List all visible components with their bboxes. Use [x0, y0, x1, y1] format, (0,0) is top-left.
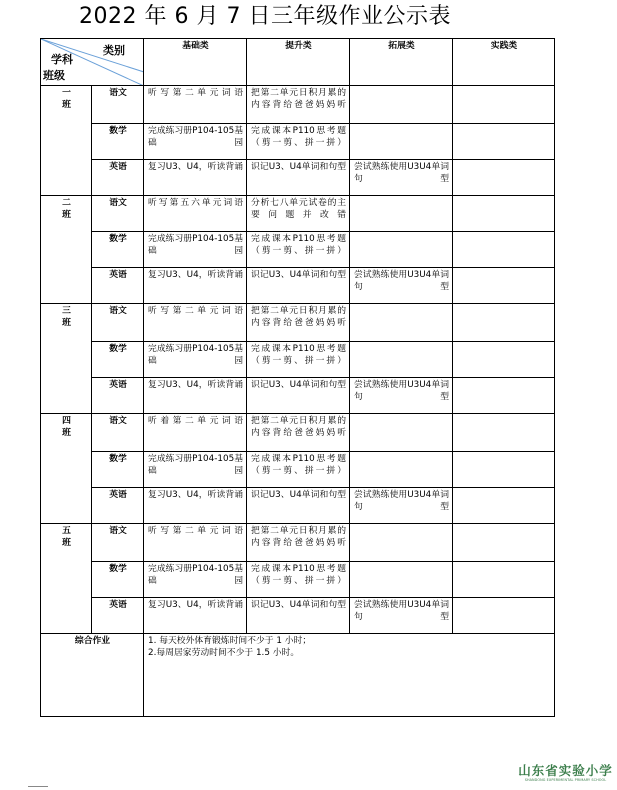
school-logo [518, 764, 613, 783]
task-cell-extend [350, 86, 453, 124]
comprehensive-item: 1. 每天校外体育锻炼时间不少于 1 小时； [148, 636, 312, 646]
task-cell-basic: 复习U3、U4，听读背诵 [144, 378, 247, 414]
header-row [41, 39, 555, 86]
task-cell-practice [453, 268, 555, 304]
task-cell-practice [453, 598, 555, 634]
subject-cell: 英语 [92, 268, 144, 304]
table-row [41, 86, 555, 124]
task-cell-improve: 完成课本P110思考题（剪一剪、拼一拼） [247, 562, 350, 598]
page-corner-mark [28, 786, 48, 787]
subject-cell: 英语 [92, 378, 144, 414]
page-title: 2022 年 6 月 7 日三年级作业公示表 [79, 4, 451, 29]
table-row [41, 452, 555, 488]
task-cell-improve: 完成课本P110思考题（剪一剪、拼一拼） [247, 452, 350, 488]
table-row [41, 562, 555, 598]
corner-category-label: 类别 [103, 44, 125, 57]
header-corner-cell [41, 39, 144, 86]
subject-cell: 语文 [92, 414, 144, 452]
table-row [41, 342, 555, 378]
comprehensive-label: 综合作业 [41, 634, 144, 717]
task-cell-extend: 尝试熟练使用U3U4单词句型 [350, 268, 453, 304]
task-cell-extend [350, 342, 453, 378]
school-logo-cn: 山东省实验小学 [518, 763, 613, 778]
table-row [41, 196, 555, 232]
task-cell-practice [453, 124, 555, 160]
task-cell-practice [453, 414, 555, 452]
column-header-basic: 基础类 [144, 39, 247, 86]
task-cell-extend: 尝试熟练使用U3U4单词句型 [350, 598, 453, 634]
task-cell-basic: 复习U3、U4，听读背诵 [144, 488, 247, 524]
task-cell-improve: 完成课本P110思考题（剪一剪、拼一拼） [247, 124, 350, 160]
comprehensive-row [41, 634, 555, 717]
table-row [41, 524, 555, 562]
subject-cell: 英语 [92, 598, 144, 634]
task-cell-practice [453, 342, 555, 378]
class-name-cell [41, 196, 92, 304]
task-cell-extend: 尝试熟练使用U3U4单词句型 [350, 488, 453, 524]
class-name-cell [41, 414, 92, 524]
table-row [41, 304, 555, 342]
task-cell-extend [350, 304, 453, 342]
task-cell-basic: 听写第二单元词语 [144, 304, 247, 342]
task-cell-basic: 完成练习册P104-105基础园 [144, 124, 247, 160]
class-name: 三班 [62, 306, 71, 328]
class-name: 二班 [62, 198, 71, 220]
task-cell-improve: 识记U3、U4单词和句型 [247, 268, 350, 304]
task-cell-practice [453, 304, 555, 342]
corner-subject-label: 学科 [51, 53, 73, 66]
subject-cell: 数学 [92, 342, 144, 378]
table-row [41, 598, 555, 634]
task-cell-improve: 分析七八单元试卷的主要问题并改错 [247, 196, 350, 232]
task-cell-practice [453, 488, 555, 524]
table-row [41, 488, 555, 524]
task-cell-basic: 听写第二单元词语 [144, 524, 247, 562]
task-cell-practice [453, 452, 555, 488]
task-cell-basic: 复习U3、U4，听读背诵 [144, 268, 247, 304]
task-cell-improve: 完成课本P110思考题（剪一剪、拼一拼） [247, 232, 350, 268]
task-cell-improve: 把第二单元日积月累的内容背给爸爸妈妈听 [247, 304, 350, 342]
task-cell-extend [350, 124, 453, 160]
task-cell-extend [350, 562, 453, 598]
task-cell-practice [453, 160, 555, 196]
class-name-cell [41, 86, 92, 196]
task-cell-basic: 听着第二单元词语 [144, 414, 247, 452]
table-row [41, 160, 555, 196]
column-header-extend: 拓展类 [350, 39, 453, 86]
subject-cell: 英语 [92, 160, 144, 196]
homework-table [40, 38, 555, 717]
subject-cell: 数学 [92, 452, 144, 488]
subject-cell: 语文 [92, 196, 144, 232]
subject-cell: 语文 [92, 524, 144, 562]
task-cell-basic: 复习U3、U4，听读背诵 [144, 160, 247, 196]
task-cell-improve: 把第二单元日积月累的内容背给爸爸妈妈听 [247, 86, 350, 124]
subject-cell: 数学 [92, 232, 144, 268]
task-cell-practice [453, 86, 555, 124]
subject-cell: 语文 [92, 304, 144, 342]
task-cell-improve: 识记U3、U4单词和句型 [247, 488, 350, 524]
class-name-cell [41, 524, 92, 634]
task-cell-improve: 完成课本P110思考题（剪一剪、拼一拼） [247, 342, 350, 378]
task-cell-basic: 复习U3、U4，听读背诵 [144, 598, 247, 634]
task-cell-practice [453, 524, 555, 562]
class-name: 五班 [62, 526, 71, 548]
column-header-practice: 实践类 [453, 39, 555, 86]
task-cell-practice [453, 232, 555, 268]
task-cell-extend: 尝试熟练使用U3U4单词句型 [350, 160, 453, 196]
comprehensive-content [144, 634, 555, 717]
task-cell-practice [453, 196, 555, 232]
task-cell-basic: 完成练习册P104-105基础园 [144, 562, 247, 598]
subject-cell: 英语 [92, 488, 144, 524]
task-cell-improve: 识记U3、U4单词和句型 [247, 160, 350, 196]
class-name: 四班 [62, 416, 71, 438]
task-cell-extend [350, 524, 453, 562]
subject-cell: 语文 [92, 86, 144, 124]
task-cell-basic: 完成练习册P104-105基础园 [144, 342, 247, 378]
corner-class-label: 班级 [43, 69, 65, 82]
task-cell-improve: 识记U3、U4单词和句型 [247, 598, 350, 634]
task-cell-basic: 听写第二单元词语 [144, 86, 247, 124]
task-cell-practice [453, 378, 555, 414]
task-cell-extend [350, 196, 453, 232]
task-cell-improve: 把第二单元日积月累的内容背给爸爸妈妈听 [247, 524, 350, 562]
task-cell-extend [350, 452, 453, 488]
task-cell-practice [453, 562, 555, 598]
school-logo-en: SHANDONG EXPERIMENTAL PRIMARY SCHOOL [524, 778, 607, 782]
table-row [41, 414, 555, 452]
task-cell-basic: 完成练习册P104-105基础园 [144, 232, 247, 268]
task-cell-basic: 完成练习册P104-105基础园 [144, 452, 247, 488]
task-cell-basic: 听写第五六单元词语 [144, 196, 247, 232]
task-cell-improve: 把第二单元日积月累的内容背给爸爸妈妈听 [247, 414, 350, 452]
table-row [41, 378, 555, 414]
task-cell-extend [350, 232, 453, 268]
task-cell-extend [350, 414, 453, 452]
class-name: 一班 [62, 88, 71, 110]
column-header-improve: 提升类 [247, 39, 350, 86]
comprehensive-item: 2.每周居家劳动时间不少于 1.5 小时。 [148, 648, 300, 658]
table-row [41, 268, 555, 304]
table-row [41, 232, 555, 268]
subject-cell: 数学 [92, 124, 144, 160]
class-name-cell [41, 304, 92, 414]
task-cell-extend: 尝试熟练使用U3U4单词句型 [350, 378, 453, 414]
task-cell-improve: 识记U3、U4单词和句型 [247, 378, 350, 414]
table-row [41, 124, 555, 160]
subject-cell: 数学 [92, 562, 144, 598]
